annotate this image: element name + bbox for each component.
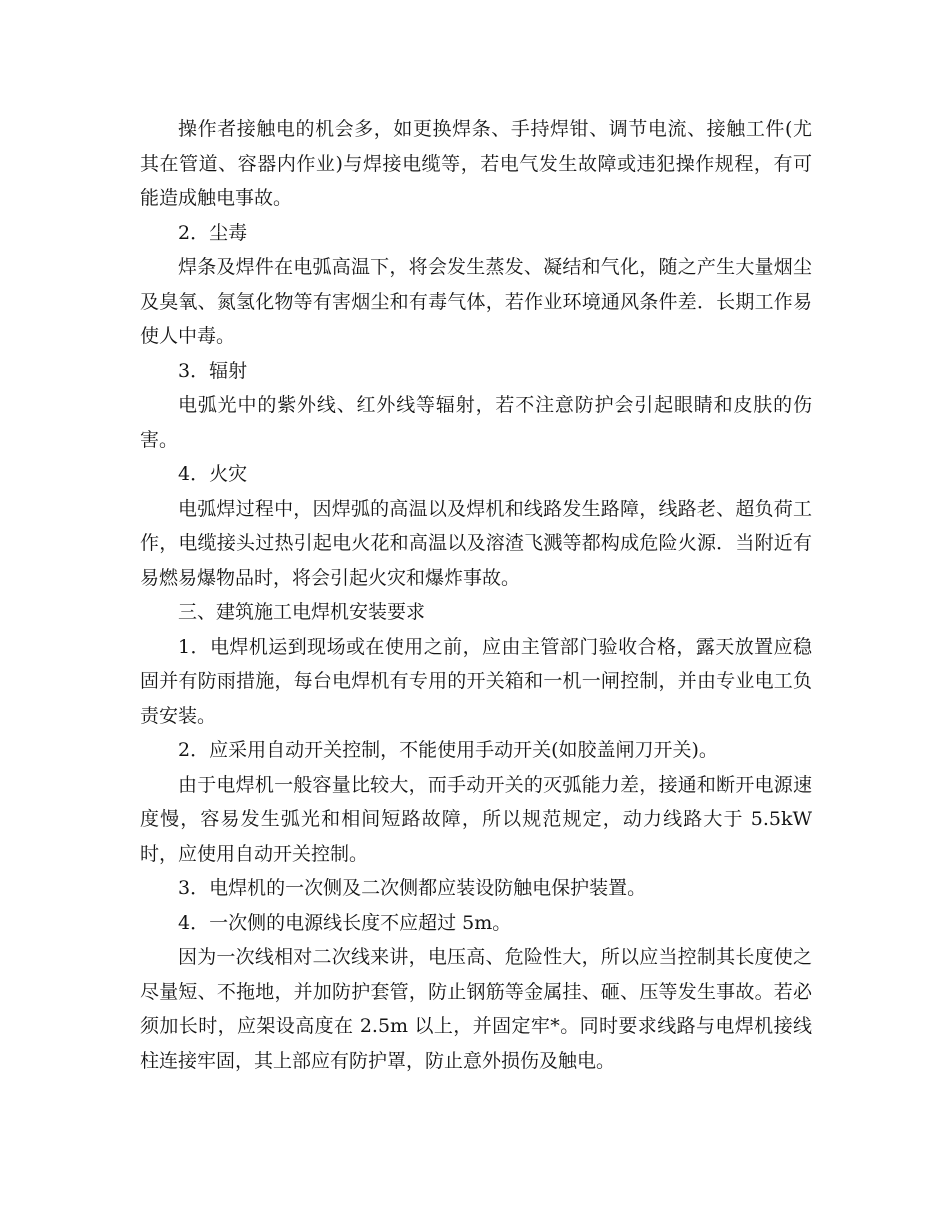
paragraph-rule-4: 4．一次侧的电源线长度不应超过 5m。	[178, 911, 512, 934]
paragraph-rule-3: 3．电焊机的一次侧及二次侧都应装设防触电保护装置。	[178, 877, 647, 899]
document-body	[140, 112, 812, 1078]
paragraph-rule-2-explanation: 由于电焊机一般容量比较大，而手动开关的灭弧能力差，接通和断开电源速度慢，容易发生弧光和相间短路故障，所以规范规定，动力线路大于 5.5kW 时，应使用自动开关控制。	[140, 773, 812, 865]
heading-radiation: 3．辐射	[178, 359, 248, 382]
heading-dust-poison: 2．尘毒	[178, 221, 248, 244]
heading-fire: 4．火灾	[178, 463, 248, 485]
paragraph-rule-1: 1．电焊机运到现场或在使用之前，应由主管部门验收合格，露天放置应稳固并有防雨措施，每台电焊机有专用的开关箱和一机一闸控制，并由专业电工负责安装。	[140, 635, 812, 727]
paragraph-fire: 电弧焊过程中，因焊弧的高温以及焊机和线路发生路障，线路老、超负荷工作，电缆接头过热引起电火花和高温以及溶渣飞溅等都构成危险火源．当附近有易燃易爆物品时，将会引起火灾和爆炸事故。	[140, 497, 812, 589]
section-heading-installation: 三、建筑施工电焊机安装要求	[178, 601, 426, 623]
paragraph-radiation: 电弧光中的紫外线、红外线等辐射，若不注意防护会引起眼睛和皮肤的伤害。	[140, 394, 812, 451]
paragraph-rule-2: 2．应采用自动开关控制，不能使用手动开关(如胶盖闸刀开关)。	[178, 739, 718, 761]
paragraph-rule-4-explanation: 因为一次线相对二次线来讲，电压高、危险性大，所以应当控制其长度使之尽量短、不拖地，并加防护套管，防止钢筋等金属挂、砸、压等发生事故。若必须加长时，应架设高度在 2.5m 以上，并固定牢*。同时要求线路与电焊机接线柱连接牢固，其上部应有防护罩，防止意外损伤及触电。	[140, 946, 812, 1072]
paragraph-dust-poison: 焊条及焊件在电弧高温下，将会发生蒸发、凝结和气化，随之产生大量烟尘及臭氧、氮氢化物等有害烟尘和有毒气体，若作业环境通风条件差．长期工作易使人中毒。	[140, 256, 812, 347]
paragraph-electric-shock-risk: 操作者接触电的机会多，如更换焊条、手持焊钳、调节电流、接触工件(尤其在管道、容器内作业)与焊接电缆等，若电气发生故障或违犯操作规程，有可能造成触电事故。	[140, 118, 812, 209]
